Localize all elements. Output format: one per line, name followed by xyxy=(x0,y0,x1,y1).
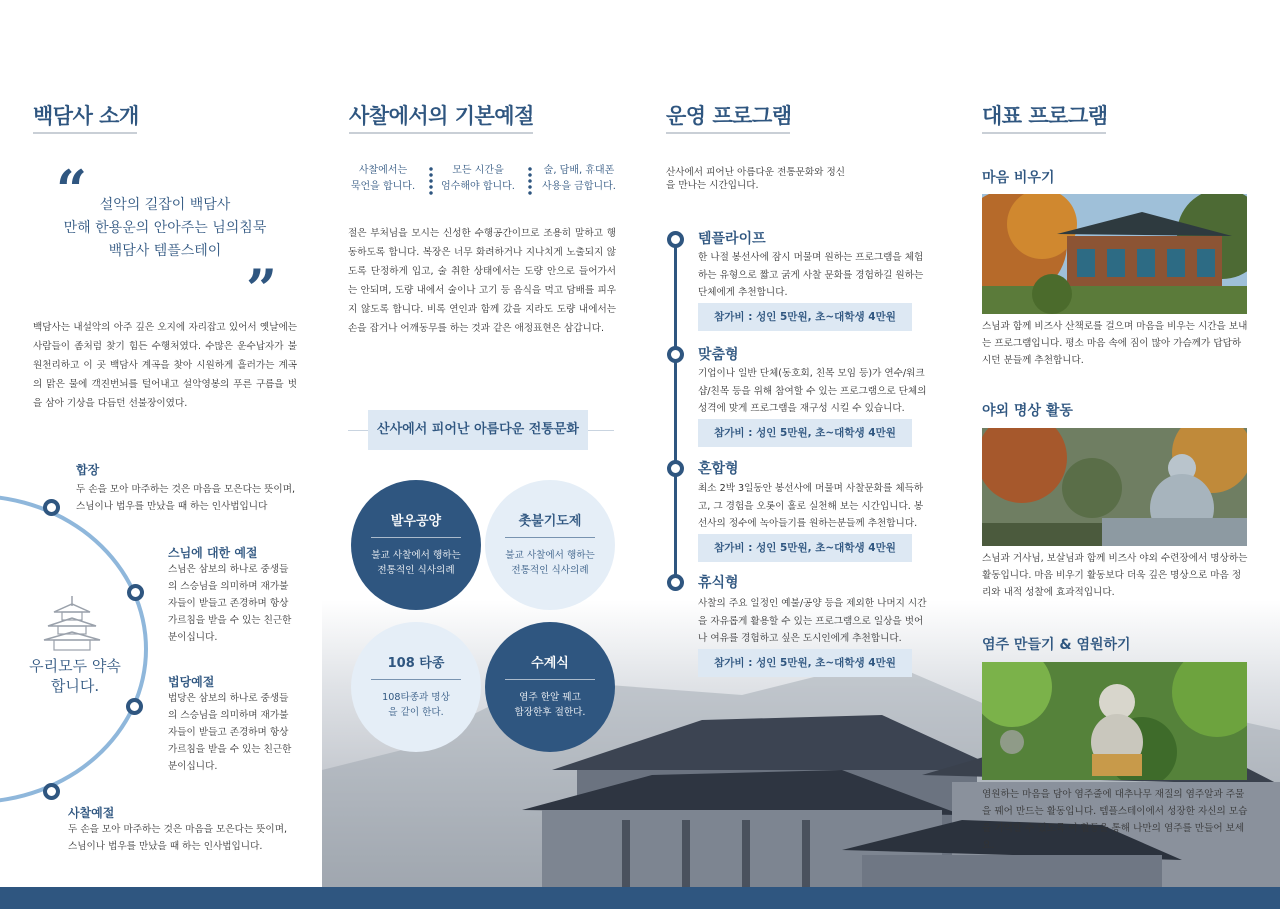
intro-body: 백담사는 내설악의 아주 깊은 오지에 자리잡고 있어서 옛날에는 사람들이 좀처럼 찾기 힘든 수행처였다. 수많은 운수납자가 불원천리하고 이 곳 백담사 계곡을 찾아 시원하게 흘러가는 계곡의 맑은 물에 객진번뇌를 털어내고 설악영봉의 푸른 구름을 벗을 삼아 기상을 다듬던 선불장이였다. xyxy=(33,322,297,409)
circle-desc xyxy=(485,690,615,720)
etiquette-title: 법당예절 xyxy=(168,675,215,689)
title-underline xyxy=(666,132,790,134)
circle-title: 발우공양 xyxy=(390,514,442,529)
etiquette-text: 두 손을 모아 마주하는 것은 마음을 모은다는 뜻이며, 스님이나 법우를 만났을 때 하는 인사법입니다. xyxy=(68,824,288,852)
featured-desc: 스님과 함께 비즈사 산책로를 걸으며 마음을 비우는 시간을 보내는 프로그램입니다. 평소 마음 속에 짐이 많아 가슴께가 답답하시던 분들께 추천합니다. xyxy=(982,321,1248,366)
intro-column xyxy=(0,0,322,887)
culture-circle-candle xyxy=(485,480,615,610)
buddha-statue-photo xyxy=(982,428,1247,546)
temple-photo xyxy=(982,194,1247,314)
program-name: 혼합형 xyxy=(698,461,739,477)
circle-divider xyxy=(505,679,595,680)
rule-line: 술, 담배, 휴대폰 xyxy=(543,165,615,176)
rule-item xyxy=(340,163,426,195)
circle-divider xyxy=(505,537,595,538)
circle-desc-line: 염주 한알 꿰고 xyxy=(519,692,581,703)
circle-desc-line: 108타종과 명상 xyxy=(382,692,450,703)
rule-line: 묵언을 합니다. xyxy=(350,181,416,192)
etiquette-text: 두 손을 모아 마주하는 것은 마음을 모은다는 뜻이며, 스님이나 법우를 만났을 때 하는 인사법입니다 xyxy=(76,484,296,512)
etiquette-node xyxy=(43,783,60,800)
circle-title: 108 타종 xyxy=(387,656,445,671)
featured-name: 염주 만들기 & 염원하기 xyxy=(982,637,1131,653)
programs-title: 운영 프로그램 xyxy=(666,104,792,128)
quote-close-icon: ” xyxy=(246,257,278,321)
circle-divider xyxy=(371,679,461,680)
circle-desc xyxy=(351,690,481,720)
title-underline xyxy=(349,132,533,134)
circle-desc-line: 전통적인 식사의례 xyxy=(511,565,589,576)
program-fee: 참가비 : 성인 5만원, 초~대학생 4만원 xyxy=(698,534,912,562)
rule-line: 모든 시간을 xyxy=(452,165,504,176)
featured-title: 대표 프로그램 xyxy=(982,104,1108,128)
culture-circle-bell xyxy=(351,622,481,752)
quote-line: 설악의 길잡이 백담사 xyxy=(99,197,231,213)
intro-title: 백담사 소개 xyxy=(33,104,139,128)
program-desc: 사찰의 주요 일정인 예불/공양 등을 제외한 나머지 시간을 자유롭게 활용할 수 있는 프로그램으로 일상을 벗어나 여유를 경험하고 싶은 도시인에게 추천합니다. xyxy=(698,598,927,644)
program-fee: 참가비 : 성인 5만원, 초~대학생 4만원 xyxy=(698,303,912,331)
featured-column xyxy=(958,0,1280,887)
program-node xyxy=(667,574,684,591)
circle-title: 수계식 xyxy=(531,656,569,671)
promise-text: 우리모두 약속합니다. xyxy=(29,657,121,695)
etiquette-body: 절은 부처님을 모시는 신성한 수행공간이므로 조용히 말하고 행동하도록 합니다. 복장은 너무 화려하거나 지나치게 노출되지 않도록 단정하게 입고, 술 취한 상태에서는 도량 안으로 들어가서는 안되며, 도량 내에서 술이나 고기 등 음식을 먹고 담배를 피우지 않도록 합니다. 비록 연인과 함께 갔을 지라도 도량 내에서는 손을 잡거나 어깨동무를 하는 것과 같은 애정표현은 삼갑니다. xyxy=(348,228,616,334)
etiquette-title: 사찰예절 xyxy=(68,806,115,820)
intro-quote xyxy=(40,194,290,263)
banner-line xyxy=(348,430,368,431)
etiquette-title: 합장 xyxy=(76,463,100,477)
circle-desc-line: 전통적인 식사의례 xyxy=(377,565,455,576)
program-desc: 최소 2박 3일동안 봉선사에 머물며 사찰문화를 체득하고, 그 경험을 오롯이 홀로 실천해 보는 시간입니다. 봉선사의 정수에 녹아들기를 원하는분들께 추천합니다. xyxy=(698,483,924,529)
program-name: 휴식형 xyxy=(698,575,739,591)
rule-item xyxy=(534,163,624,195)
featured-name: 야외 명상 활동 xyxy=(982,403,1073,419)
etiquette-basic-title: 사찰에서의 기본예절 xyxy=(349,104,534,128)
featured-desc: 스님과 거사님, 보살님과 함께 비즈사 야외 수련장에서 명상하는 활동입니다. 마음 비우기 활동보다 더욱 깊은 명상으로 마음 정리와 내적 성찰에 효과적입니다. xyxy=(982,553,1248,598)
etiquette-text: 법당은 삼보의 하나로 중생들의 스승님을 의미하며 재가불자들이 받들고 존경하며 항상 가르침을 받을 수 있는 친근한 분이십니다. xyxy=(168,693,292,772)
programs-column xyxy=(640,0,958,887)
rule-divider xyxy=(528,166,532,196)
circle-desc-line: 을 같이 한다. xyxy=(388,707,444,718)
etiquette-text: 스님은 삼보의 하나로 중생들의 스승님을 의미하며 재가불자들이 받들고 존경하며 항상 가르침을 받을 수 있는 친근한 분이십니다. xyxy=(168,564,292,643)
pagoda-icon xyxy=(42,594,102,652)
circle-desc-line: 불교 사찰에서 행하는 xyxy=(505,550,595,561)
program-fee: 참가비 : 성인 5만원, 초~대학생 4만원 xyxy=(698,419,912,447)
culture-banner: 산사에서 피어난 아름다운 전통문화 xyxy=(368,410,588,450)
circle-desc xyxy=(351,548,481,578)
program-fee: 참가비 : 성인 5만원, 초~대학생 4만원 xyxy=(698,649,912,677)
rule-line: 엄수해야 합니다. xyxy=(441,181,515,192)
title-underline xyxy=(982,132,1106,134)
program-name: 맞춤형 xyxy=(698,347,739,363)
programs-timeline xyxy=(674,236,677,586)
program-desc: 기업이나 일반 단체(동호회, 친목 모임 등)가 연수/워크샵/친목 등을 위해 참여할 수 있는 프로그램으로 단체의 성격에 맞게 프로그램을 재구성 시킬 수 있습니다. xyxy=(698,368,927,414)
circle-desc-line: 불교 사찰에서 행하는 xyxy=(371,550,461,561)
program-node xyxy=(667,346,684,363)
featured-name: 마음 비우기 xyxy=(982,170,1055,186)
etiquette-column xyxy=(322,0,640,887)
rule-item xyxy=(435,163,521,195)
circle-divider xyxy=(371,537,461,538)
etiquette-node xyxy=(126,698,143,715)
rule-divider xyxy=(429,166,433,196)
circle-title: 촛불기도제 xyxy=(518,514,582,529)
rule-line: 사찰에서는 xyxy=(358,165,408,176)
culture-circle-balwoo xyxy=(351,480,481,610)
quote-open-icon: “ xyxy=(56,158,88,222)
etiquette-node xyxy=(127,584,144,601)
banner-line xyxy=(588,430,614,431)
quote-line: 만해 한용운의 안아주는 님의침묵 xyxy=(63,220,267,236)
etiquette-node xyxy=(43,499,60,516)
program-node xyxy=(667,231,684,248)
footer-bar xyxy=(0,887,1280,909)
title-underline xyxy=(33,132,137,134)
monk-figurine-photo xyxy=(982,662,1247,780)
featured-desc: 염원하는 마음을 담아 염주줄에 대추나무 재질의 염주알과 주물을 꿰어 만드는 활동입니다. 템플스테이에서 성장한 자신의 모습을 기억할 수 있도록 이 활동을 통해 나만의 염주를 만들어 보세요. xyxy=(982,789,1248,851)
program-node xyxy=(667,460,684,477)
circle-desc xyxy=(485,548,615,578)
culture-circle-precepts xyxy=(485,622,615,752)
quote-line: 백담사 템플스테이 xyxy=(108,243,222,259)
circle-desc-line: 합장한후 절한다. xyxy=(514,707,586,718)
programs-intro: 산사에서 피어난 아름다운 전통문화와 정신을 만나는 시간입니다. xyxy=(666,167,846,191)
rule-line: 사용을 금합니다. xyxy=(542,181,616,192)
program-desc: 한 나절 봉선사에 잠시 머물며 원하는 프로그램을 체험하는 유형으로 짧고 굵게 사찰 문화를 경험하길 원하는 단체에게 추천합니다. xyxy=(698,252,924,298)
program-name: 템플라이프 xyxy=(698,231,766,247)
etiquette-title: 스님에 대한 예절 xyxy=(168,546,258,560)
